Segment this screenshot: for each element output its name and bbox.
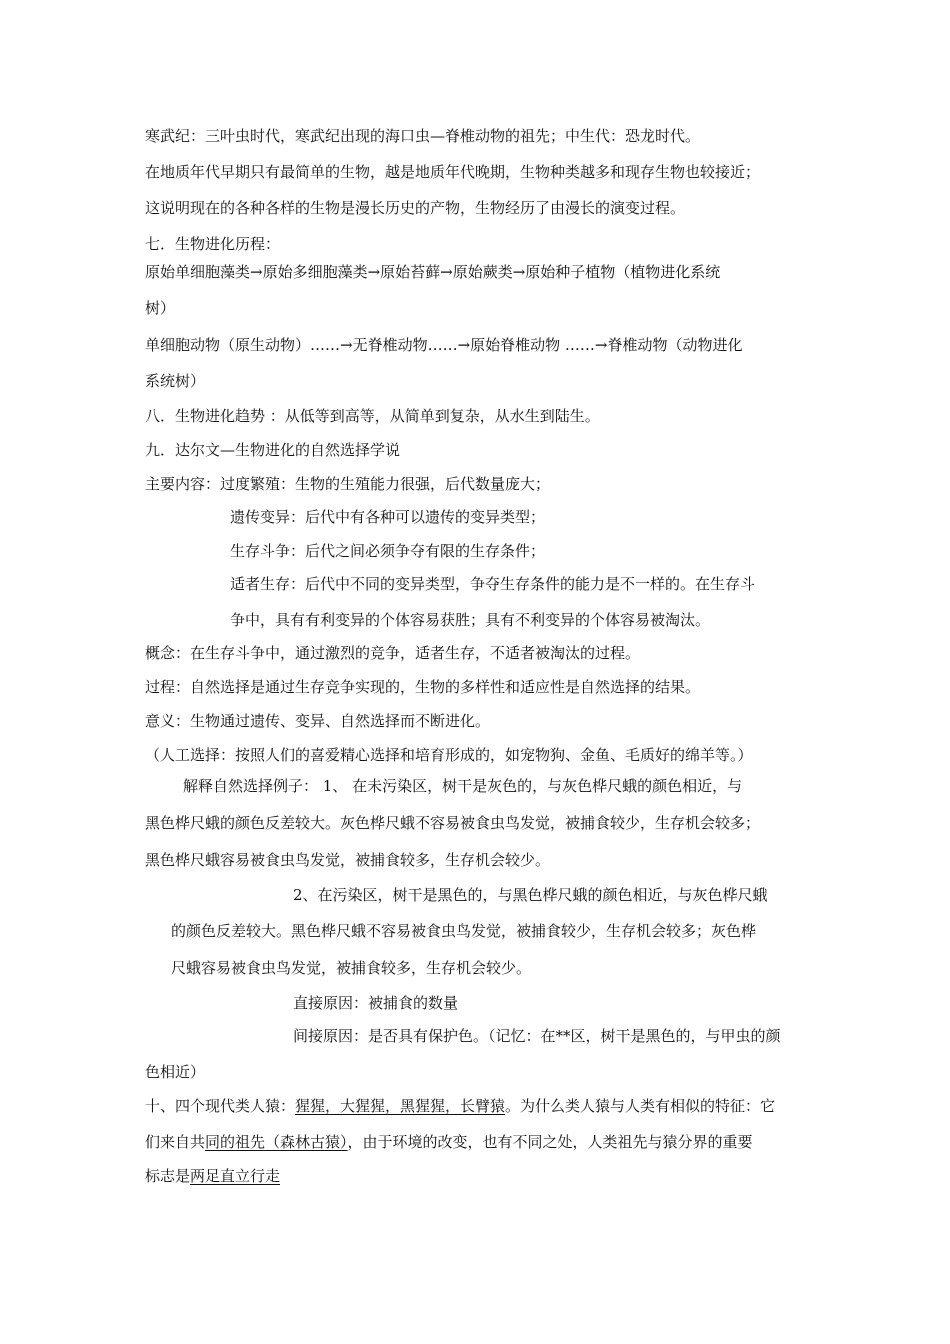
text-line: 意义：生物通过遗传、变异、自然选择而不断进化。 bbox=[145, 712, 491, 730]
text-segment: 标志是 bbox=[145, 1167, 191, 1185]
text-line bbox=[145, 1166, 280, 1186]
text-line: （人工选择：按照人们的喜爱精心选择和培育形成的，如宠物狗、金鱼、毛质好的绵羊等。） bbox=[145, 746, 753, 764]
text-segment: ，由于环境的改变，也有不同之处，人类祖先与猿分界的重要 bbox=[347, 1133, 753, 1151]
text-line: 树） bbox=[145, 299, 176, 317]
underlined-term: 猩猩，大猩猩，黑猩猩，长臂猿 bbox=[295, 1097, 506, 1115]
text-segment: 十、四个现代类人猿： bbox=[145, 1097, 296, 1115]
text-line: 黑色桦尺蛾容易被食虫鸟发觉，被捕食较多，生存机会较少。 bbox=[145, 851, 551, 869]
text-line: 主要内容：过度繁殖：生物的生殖能力很强，后代数量庞大； bbox=[145, 475, 551, 493]
text-line bbox=[145, 1132, 753, 1152]
text-line: 过程：自然选择是通过生存竞争实现的，生物的多样性和适应性是自然选择的结果。 bbox=[145, 678, 701, 696]
underlined-term: 同的祖先（森林古猿） bbox=[205, 1133, 348, 1151]
text-line: 尺蛾容易被食虫鸟发觉，被捕食较多，生存机会较少。 bbox=[171, 959, 532, 977]
text-line: 单细胞动物（原生动物）……→无脊椎动物……→原始脊椎动物 ……→脊椎动物（动物进化 bbox=[145, 336, 743, 354]
text-line: 这说明现在的各种各样的生物是漫长历史的产物，生物经历了由漫长的演变过程。 bbox=[145, 199, 686, 217]
text-line: 遗传变异：后代中有各种可以遗传的变异类型； bbox=[230, 508, 546, 526]
text-line: 色相近） bbox=[145, 1063, 206, 1081]
text-line: 系统树） bbox=[145, 372, 206, 390]
text-line: 原始单细胞藻类→原始多细胞藻类→原始苔藓→原始蕨类→原始种子植物（植物进化系统 bbox=[145, 263, 721, 281]
text-line: 的颜色反差较大。黑色桦尺蛾不容易被食虫鸟发觉，被捕食较少，生存机会较多；灰色桦 bbox=[171, 922, 757, 940]
text-line: 在地质年代早期只有最简单的生物，越是地质年代晚期，生物种类越多和现存生物也较接近； bbox=[145, 163, 761, 181]
section-heading: 七．生物进化历程： bbox=[145, 235, 281, 253]
text-segment: 。为什么类人猿与人类有相似的特征：它 bbox=[505, 1097, 776, 1115]
text-line: 黑色桦尺蛾的颜色反差较大。灰色桦尺蛾不容易被食虫鸟发觉，被捕食较少，生存机会较多； bbox=[145, 814, 761, 832]
underlined-term: 两足直立行走 bbox=[190, 1167, 281, 1185]
text-line: 解释自然选择例子： 1、 在未污染区，树干是灰色的，与灰色桦尺蛾的颜色相近，与 bbox=[183, 777, 743, 795]
text-line: 寒武纪：三叶虫时代，寒武纪出现的海口虫—脊椎动物的祖先；中生代：恐龙时代。 bbox=[145, 127, 701, 145]
text-line: 生存斗争：后代之间必须争夺有限的生存条件； bbox=[230, 542, 546, 560]
text-line: 2、在污染区，树干是黑色的，与黑色桦尺蛾的颜色相近，与灰色桦尺蛾 bbox=[293, 886, 768, 904]
text-line: 概念：在生存斗争中，通过激烈的竞争，适者生存，不适者被淘汰的过程。 bbox=[145, 644, 641, 662]
text-line: 适者生存：后代中不同的变异类型，争夺生存条件的能力是不一样的。在生存斗 bbox=[230, 575, 756, 593]
text-line: 争中，具有有利变异的个体容易获胜；具有不利变异的个体容易被淘汰。 bbox=[230, 611, 711, 629]
section-heading: 八．生物进化趋势 ：从低等到高等，从简单到复杂，从水生到陆生。 bbox=[145, 407, 600, 425]
text-line: 直接原因：被捕食的数量 bbox=[293, 994, 459, 1012]
text-line bbox=[145, 1096, 775, 1116]
section-heading: 九．达尔文—生物进化的自然选择学说 bbox=[145, 441, 401, 459]
text-line: 间接原因：是否具有保护色。（记忆：在**区，树干是黑色的，与甲虫的颜 bbox=[293, 1027, 781, 1045]
text-segment: 们来自共 bbox=[145, 1133, 206, 1151]
